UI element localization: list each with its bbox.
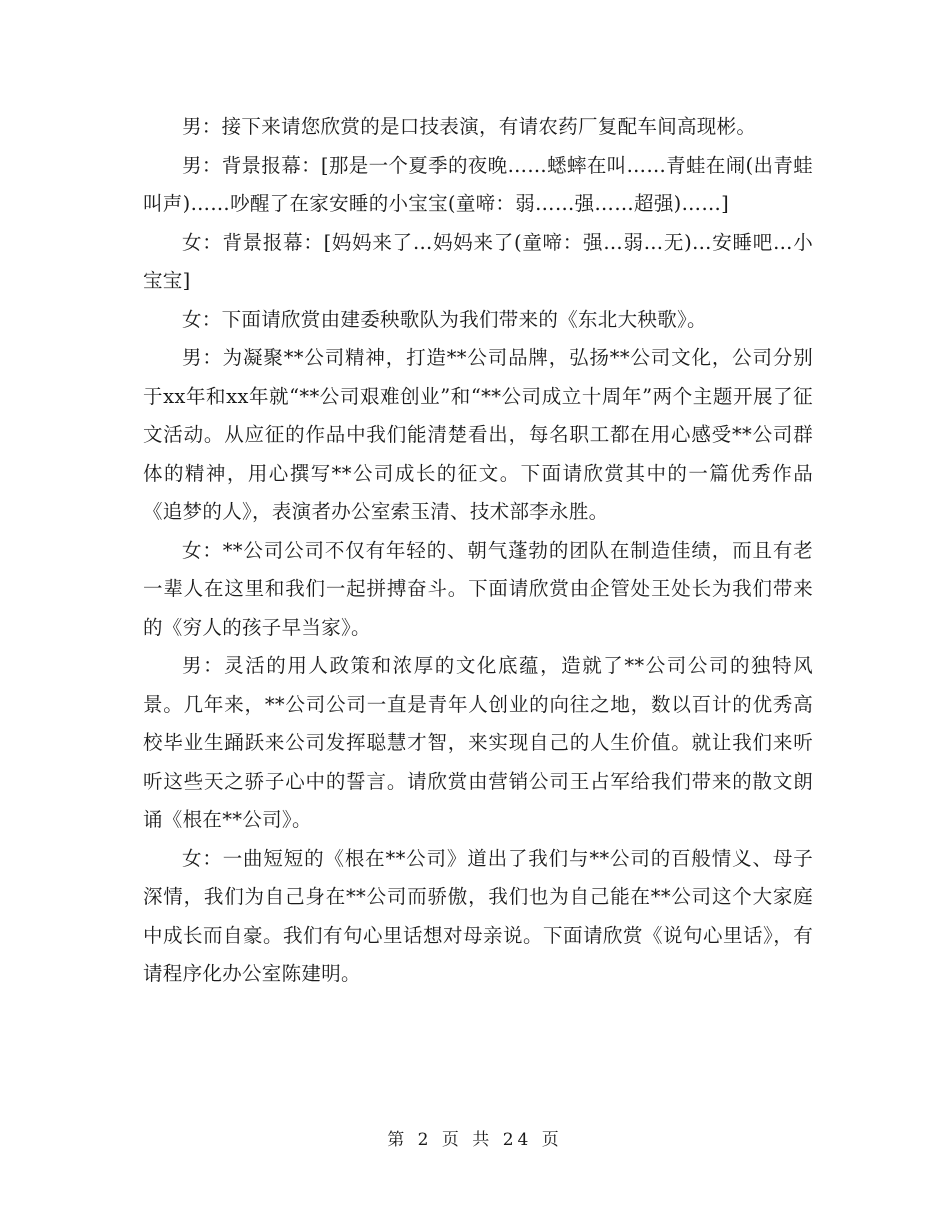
paragraph-3: 女：背景报幕：[妈妈来了…妈妈来了(童啼：强…弱…无)…安睡吧…小宝宝] [143,230,813,292]
paragraph-8: 女：一曲短短的《根在**公司》道出了我们与**公司的百般情义、母子深情，我们为自己身在**公司而骄傲，我们也为自己能在**公司这个大家庭中成长而自豪。我们有句心里话想对母亲说。下面请欣赏《说句心里话》，有请程序化办公室陈建明。 [143,846,813,985]
paragraph-7: 男：灵活的用人政策和浓厚的文化底蕴，造就了**公司公司的独特风景。几年来，**公司公司一直是青年人创业的向往之地，数以百计的优秀高校毕业生踊跃来公司发挥聪慧才智，来实现自己的人生价值。就让我们来听听这些天之骄子心中的誓言。请欣赏由营销公司王占军给我们带来的散文朗诵《根在**公司》。 [143,654,813,831]
document-body [143,108,813,994]
paragraph-1: 男：接下来请您欣赏的是口技表演，有请农药厂复配车间高现彬。 [182,115,757,138]
paragraph-4: 女：下面请欣赏由建委秧歌队为我们带来的《东北大秧歌》。 [182,307,707,331]
page-number-footer: 第 2 页 共 24 页 [387,1130,563,1150]
paragraph-5: 男：为凝聚**公司精神，打造**公司品牌，弘扬**公司文化，公司分别于xx年和xx年就“**公司艰难创业”和“**公司成立十周年”两个主题开展了征文活动。从应征的作品中我们能清楚看出，每名职工都在用心感受**公司群体的精神，用心撰写**公司成长的征文。下面请欣赏其中的一篇优秀作品《追梦的人》，表演者办公室索玉清、技术部李永胜。 [143,346,813,523]
paragraph-6: 女：**公司公司不仅有年轻的、朝气蓬勃的团队在制造佳绩，而且有老一辈人在这里和我们一起拼搏奋斗。下面请欣赏由企管处王处长为我们带来的《穷人的孩子早当家》。 [143,538,813,639]
paragraph-2: 男：背景报幕：[那是一个夏季的夜晚……蟋蟀在叫……青蛙在闹(出青蛙叫声)……吵醒了在家安睡的小宝宝(童啼：弱……强……超强)……] [143,153,813,215]
